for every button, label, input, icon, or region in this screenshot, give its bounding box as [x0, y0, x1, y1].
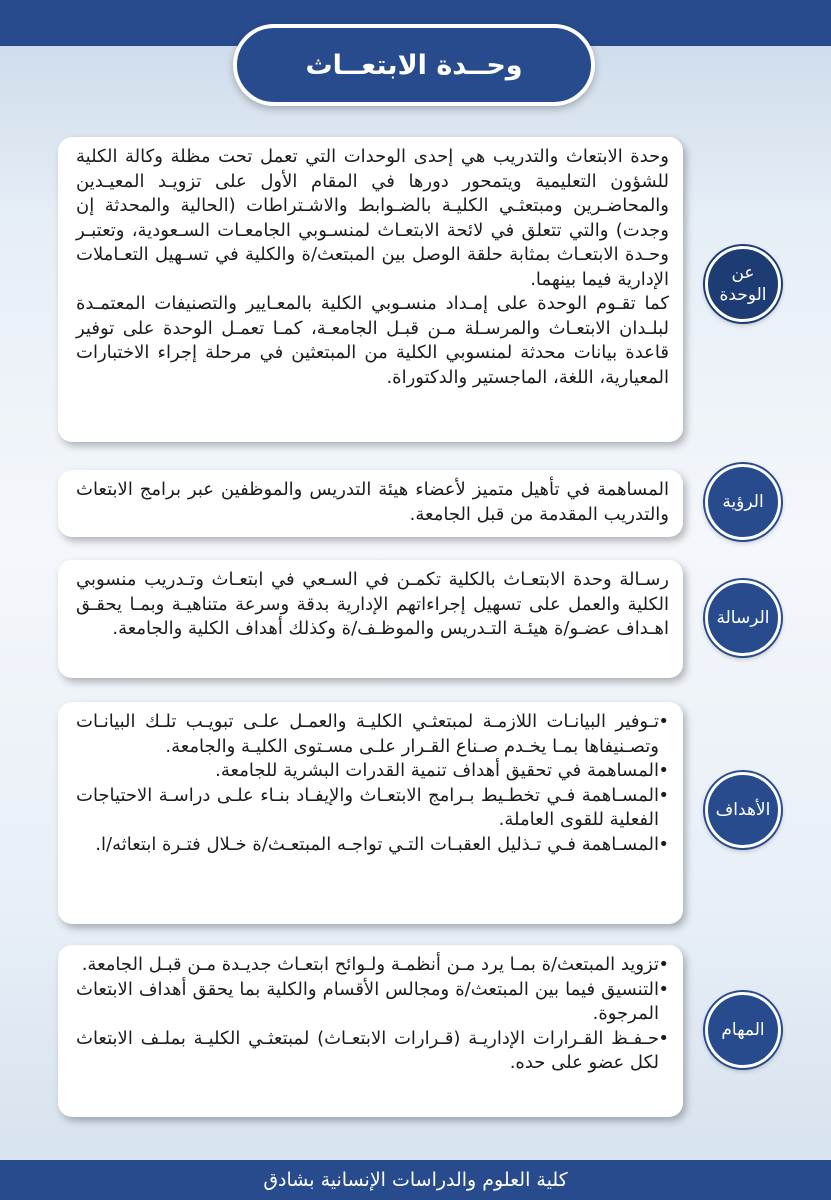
task-item: • التنسيق فيما بين المبتعث/ة ومجالس الأقسام والكلية بما يحقق أهداف الابتعاث المرجوة.: [76, 978, 669, 1027]
tasks-badge-label: المهام: [721, 1020, 765, 1040]
footer: [0, 1160, 831, 1200]
page-title: وحــدة الابتعــاث: [305, 49, 523, 81]
vision-card: [58, 470, 683, 537]
goal-item: • المسـاهمة فـي تـذليل العقبـات التـي تواجـه المبتعـث/ة خـلال فتـرة ابتعاثه/ا.: [76, 833, 669, 858]
task-item: • حـفـظ القـرارات الإداريـة (قـرارات الابتعـاث) لمبتعثـي الكليـة بملـف الابتعاث لكل عضو على حده.: [76, 1027, 669, 1076]
mission-badge: [705, 580, 781, 656]
tasks-list: [76, 953, 669, 1076]
goal-item: • المساهمة في تحقيق أهداف تنمية القدرات البشرية للجامعة.: [76, 759, 669, 784]
goals-list: [76, 710, 669, 857]
mission-card: [58, 560, 683, 678]
goals-badge-label: الأهداف: [715, 800, 771, 820]
goals-badge: [705, 772, 781, 848]
goals-card: [58, 702, 683, 924]
about-paragraph-1: وحدة الابتعاث والتدريب هي إحدى الوحدات التي تعمل تحت مظلة وكالة الكلية للشؤون التعليمية ويتمحور دورها في المقام الأول على تزويـد المعيـدين والمحاضـرين ومبتعثـي الكليـة بالضـوابط والاشـتراطات (الحالية والمحدثة إن وجدت) والتي تتعلق في لائحة الابتعـاث لمنسـوبي الجامعـات السـعودية، وتعتبـر وحـدة الابتعـاث بمثابة حلقة الوصل بين المبتعث/ة والكلية في تسـهيل التعـاملات الإدارية فيما بينهما.: [76, 146, 669, 290]
about-badge: [705, 246, 781, 322]
about-card: [58, 137, 683, 442]
mission-badge-label: الرسالة: [716, 608, 770, 628]
vision-text: المساهمة في تأهيل متميز لأعضاء هيئة التدريس والموظفين عبر برامج الابتعاث والتدريب المقدمة من قبل الجامعة.: [76, 479, 669, 525]
goal-item: • المسـاهمة فـي تخطـيط بـرامج الابتعـاث والإيفـاد بنـاء علـى دراسـة الاحتياجات الفعلية للقوى العاملة.: [76, 784, 669, 833]
tasks-card: [58, 945, 683, 1117]
goal-item: • تـوفير البيانـات اللازمـة لمبتعثـي الكليـة والعمـل علـى تبويـب تلـك البيانـات وتصـنيفاها بمـا يخـدم صـناع القـرار علـى مسـتوى الكليـة والجامعة.: [76, 710, 669, 759]
about-paragraph-2: كما تقـوم الوحدة على إمـداد منسـوبي الكلية بالمعـايير والتصنيفات المعتمـدة لبلـدان الابتعـاث والمرسـلة مـن قبـل الجامعـة، كمـا تعمـل الوحدة على توفير قاعدة بيانات محدثة لمنسوبي الكلية من المبتعثين في مرحلة إجراء الاختبارات المعيارية، اللغة، الماجستير والدكتوراة.: [76, 293, 669, 388]
tasks-badge: [705, 992, 781, 1068]
footer-text: كلية العلوم والدراسات الإنسانية بشادق: [263, 1169, 568, 1191]
page-title-banner: [233, 24, 595, 106]
vision-badge: [705, 464, 781, 540]
task-item: • تزويد المبتعث/ة بمـا يرد مـن أنظمـة ولـوائح ابتعـاث جديـدة مـن قبـل الجامعة.: [76, 953, 669, 978]
vision-badge-label: الرؤية: [722, 492, 764, 512]
about-badge-label: عن الوحدة: [719, 263, 767, 305]
mission-text: رسـالة وحدة الابتعـاث بالكلية تكمـن في السـعي في ابتعـاث وتـدريب منسوبي الكلية والعمل على تسهيل إجراءاتهم الإدارية بدقة وسرعة متناهيـة وبمـا يحقـق اهـداف عضـو/ة هيئـة التـدريس والموظـف/ة وكذلك أهداف الكلية والجامعة.: [76, 569, 669, 639]
